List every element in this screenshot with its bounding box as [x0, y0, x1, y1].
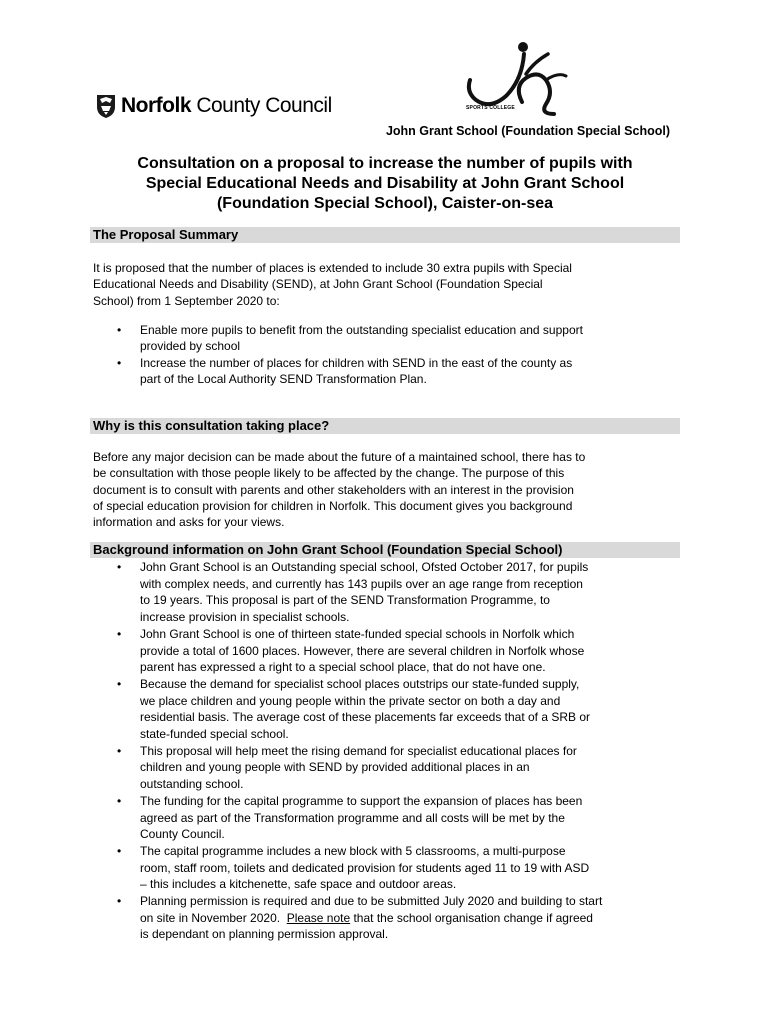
bullet-icon: • — [117, 743, 122, 758]
section-heading-proposal-summary: The Proposal Summary — [90, 227, 680, 243]
list-item-line: parent has expressed a right to a special school place, that do not have one. — [140, 660, 546, 675]
title-line: (Foundation Special School), Caister-on-sea — [216, 195, 554, 212]
list-item-line: – this includes a kitchenette, safe space and outdoor areas. — [140, 877, 457, 892]
paragraph-line: information and asks for your views. — [93, 515, 285, 530]
paragraph-line: Educational Needs and Disability (SEND), at John Grant School (Foundation Special — [93, 277, 543, 292]
list-item-line: provided by school — [140, 339, 241, 354]
proposal-intro-paragraph — [93, 260, 693, 309]
council-crest-icon — [95, 93, 117, 119]
bullet-icon: • — [117, 676, 122, 691]
list-item-line: with complex needs, and currently has 143 pupils over an age range from reception — [140, 576, 583, 591]
list-item-line: to 19 years. This proposal is part of the SEND Transformation Programme, to — [140, 593, 550, 608]
list-item-line — [140, 910, 693, 927]
paragraph-line: be consultation with those people likely to be affected by the change. The purpose of this — [93, 466, 565, 481]
line-text: that the school organisation change if agreed — [350, 910, 593, 925]
council-name-bold: Norfolk — [121, 94, 191, 117]
paragraph-line: Before any major decision can be made about the future of a maintained school, there has to — [93, 450, 586, 464]
list-item-line: residential basis. The average cost of these placements far exceeds that of a SRB or — [140, 710, 591, 725]
list-item-line: Because the demand for specialist school places outstrips our state-funded supply, — [140, 676, 580, 691]
list-item-line: outstanding school. — [140, 777, 244, 792]
list-item — [93, 322, 693, 355]
line-text: on site in November 2020. — [140, 910, 287, 925]
section-heading-background: Background information on John Grant School (Foundation Special School) — [90, 542, 680, 558]
paragraph-line: document is to consult with parents and other stakeholders with an interest in the provision — [93, 482, 574, 497]
bullet-icon: • — [117, 355, 122, 370]
list-item — [93, 743, 693, 793]
list-item — [93, 676, 693, 743]
council-name-regular: County Council — [191, 94, 332, 117]
school-logo-caption: SPORTS COLLEGE — [466, 105, 515, 111]
section-heading-why-consultation: Why is this consultation taking place? — [90, 418, 680, 434]
list-item — [93, 626, 693, 676]
list-item-line: state-funded special school. — [140, 727, 289, 742]
list-item-line: children and young people with SEND by provided additional places in an — [140, 760, 530, 775]
list-item-line: County Council. — [140, 827, 225, 842]
list-item-line: John Grant School is one of thirteen state-funded special schools in Norfolk which — [140, 626, 575, 641]
school-name-header: John Grant School (Foundation Special School) — [385, 124, 670, 138]
list-item — [93, 355, 693, 388]
list-item-line: provide a total of 1600 places. However, there are several children in Norfolk whose — [140, 643, 585, 658]
list-item-line: is dependant on planning permission approval. — [140, 927, 389, 942]
bullet-icon: • — [117, 793, 122, 808]
bullet-icon: • — [117, 323, 122, 337]
proposal-bullet-list — [93, 322, 693, 387]
bullet-icon: • — [117, 626, 122, 641]
list-item-line: This proposal will help meet the rising demand for specialist educational places for — [140, 743, 577, 758]
list-item-line: The capital programme includes a new block with 5 classrooms, a multi-purpose — [140, 843, 566, 858]
paragraph-line: School) from 1 September 2020 to: — [93, 293, 280, 308]
list-item-line: John Grant School is an Outstanding special school, Ofsted October 2017, for pupils — [140, 560, 589, 574]
bullet-icon: • — [117, 843, 122, 858]
document-title — [90, 154, 680, 214]
norfolk-county-council-logo — [95, 93, 332, 119]
list-item — [93, 793, 693, 843]
list-item-line: room, staff room, toilets and dedicated provision for students aged 11 to 19 with ASD — [140, 860, 590, 875]
list-item-line: Enable more pupils to benefit from the outstanding specialist education and support — [140, 323, 583, 337]
background-bullet-list — [93, 559, 693, 943]
list-item-line: The funding for the capital programme to support the expansion of places has been — [140, 793, 583, 808]
list-item-line: Increase the number of places for children with SEND in the east of the county as — [140, 355, 573, 370]
list-item-line: we place children and young people within the private sector on both a day and — [140, 693, 561, 708]
bullet-icon: • — [117, 560, 122, 574]
list-item — [93, 843, 693, 893]
please-note-label: Please note — [286, 910, 351, 925]
paragraph-line: of special education provision for children in Norfolk. This document gives you background — [93, 498, 573, 513]
list-item-line: agreed as part of the Transformation programme and all costs will be met by the — [140, 810, 565, 825]
list-item-line: increase provision in specialist schools. — [140, 610, 350, 625]
title-line: Consultation on a proposal to increase the number of pupils with — [137, 155, 633, 172]
why-consultation-paragraph — [93, 449, 693, 530]
list-item-line: part of the Local Authority SEND Transformation Plan. — [140, 371, 427, 386]
bullet-icon: • — [117, 894, 122, 909]
list-item-line: Planning permission is required and due to be submitted July 2020 and building to start — [140, 894, 603, 909]
list-item — [93, 559, 693, 626]
paragraph-line: It is proposed that the number of places is extended to include 30 extra pupils with Special — [93, 261, 572, 275]
list-item — [93, 893, 693, 943]
title-line: Special Educational Needs and Disability at John Grant School — [145, 175, 625, 192]
